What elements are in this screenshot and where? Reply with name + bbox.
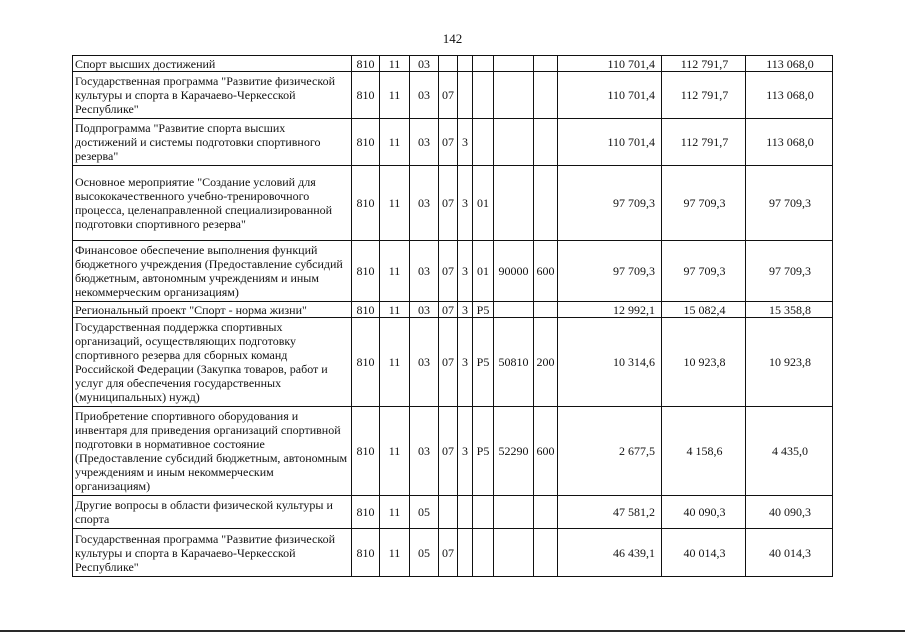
value-year-2: 97 709,3 [662,241,746,302]
direction-code [494,529,534,577]
expense-type-code: 200 [534,318,558,407]
section-code: 11 [380,407,410,496]
value-year-3: 40 014,3 [746,529,833,577]
direction-code [494,56,534,72]
program-code: 07 [439,241,458,302]
ministry-code: 810 [352,241,380,302]
section-code: 11 [380,496,410,529]
row-name: Другие вопросы в области физической культуры и спорта [73,496,352,529]
bottom-divider [0,630,905,632]
direction-code: 52290 [494,407,534,496]
ministry-code: 810 [352,318,380,407]
activity-code: P5 [473,302,494,318]
value-year-1: 97 709,3 [558,241,662,302]
program-code [439,56,458,72]
value-year-3: 40 090,3 [746,496,833,529]
expense-type-code [534,72,558,119]
direction-code [494,496,534,529]
expense-type-code [534,56,558,72]
value-year-3: 113 068,0 [746,119,833,166]
value-year-2: 97 709,3 [662,166,746,241]
value-year-2: 15 082,4 [662,302,746,318]
activity-code [473,72,494,119]
subsection-code: 03 [410,72,439,119]
ministry-code: 810 [352,72,380,119]
program-code: 07 [439,407,458,496]
value-year-2: 112 791,7 [662,72,746,119]
value-year-3: 113 068,0 [746,56,833,72]
activity-code [473,496,494,529]
table-row [73,318,833,407]
value-year-1: 110 701,4 [558,72,662,119]
activity-code: P5 [473,318,494,407]
value-year-2: 4 158,6 [662,407,746,496]
subsection-code: 03 [410,119,439,166]
value-year-1: 10 314,6 [558,318,662,407]
program-code: 07 [439,166,458,241]
value-year-3: 4 435,0 [746,407,833,496]
value-year-2: 40 090,3 [662,496,746,529]
subsection-code: 05 [410,496,439,529]
table-row [73,119,833,166]
activity-code: 01 [473,241,494,302]
subsection-code: 05 [410,529,439,577]
program-code: 07 [439,119,458,166]
direction-code [494,302,534,318]
program-code: 07 [439,529,458,577]
activity-code: P5 [473,407,494,496]
direction-code: 90000 [494,241,534,302]
ministry-code: 810 [352,496,380,529]
ministry-code: 810 [352,119,380,166]
value-year-1: 110 701,4 [558,119,662,166]
row-name: Государственная поддержка спортивных организаций, осуществляющих подготовку спортивного резерва для сборных команд Российской Федерации (Закупка товаров, работ и услуг для обеспечения государственных (муниципальных) нужд) [73,318,352,407]
table-row [73,241,833,302]
value-year-1: 110 701,4 [558,56,662,72]
subprogram-code [458,529,473,577]
table-row [73,529,833,577]
program-code: 07 [439,72,458,119]
program-code: 07 [439,318,458,407]
section-code: 11 [380,318,410,407]
subsection-code: 03 [410,241,439,302]
row-name: Спорт высших достижений [73,56,352,72]
direction-code: 50810 [494,318,534,407]
ministry-code: 810 [352,407,380,496]
subprogram-code: 3 [458,407,473,496]
value-year-3: 97 709,3 [746,241,833,302]
activity-code [473,119,494,166]
subprogram-code: 3 [458,166,473,241]
value-year-3: 10 923,8 [746,318,833,407]
direction-code [494,119,534,166]
section-code: 11 [380,166,410,241]
subprogram-code: 3 [458,241,473,302]
subsection-code: 03 [410,302,439,318]
expense-type-code [534,119,558,166]
value-year-1: 47 581,2 [558,496,662,529]
expense-type-code [534,529,558,577]
row-name: Подпрограмма "Развитие спорта высших достижений и системы подготовки спортивного резерва" [73,119,352,166]
section-code: 11 [380,302,410,318]
subsection-code: 03 [410,407,439,496]
subprogram-code: 3 [458,119,473,166]
value-year-2: 40 014,3 [662,529,746,577]
value-year-2: 10 923,8 [662,318,746,407]
row-name: Основное мероприятие "Создание условий для высококачественного учебно-тренировочного процесса, целенаправленной специализированной подготовки спортивного резерва" [73,166,352,241]
value-year-2: 112 791,7 [662,56,746,72]
subsection-code: 03 [410,318,439,407]
row-name: Приобретение спортивного оборудования и инвентаря для приведения организаций спортивной подготовки в нормативное состояние (Предоставление субсидий бюджетным, автономным учреждениям и иным некоммерческим организациям) [73,407,352,496]
expense-type-code [534,166,558,241]
expense-type-code [534,302,558,318]
ministry-code: 810 [352,529,380,577]
value-year-1: 2 677,5 [558,407,662,496]
activity-code [473,56,494,72]
ministry-code: 810 [352,56,380,72]
section-code: 11 [380,72,410,119]
value-year-3: 97 709,3 [746,166,833,241]
subprogram-code [458,56,473,72]
section-code: 11 [380,56,410,72]
activity-code [473,529,494,577]
expense-type-code: 600 [534,407,558,496]
value-year-3: 113 068,0 [746,72,833,119]
activity-code: 01 [473,166,494,241]
subsection-code: 03 [410,166,439,241]
table-row [73,302,833,318]
value-year-2: 112 791,7 [662,119,746,166]
value-year-1: 97 709,3 [558,166,662,241]
budget-table-body [73,56,833,577]
subprogram-code: 3 [458,318,473,407]
value-year-3: 15 358,8 [746,302,833,318]
expense-type-code: 600 [534,241,558,302]
section-code: 11 [380,119,410,166]
direction-code [494,72,534,119]
subsection-code: 03 [410,56,439,72]
row-name: Государственная программа "Развитие физической культуры и спорта в Карачаево-Черкесской Республике" [73,72,352,119]
section-code: 11 [380,241,410,302]
table-row [73,166,833,241]
subprogram-code [458,496,473,529]
subprogram-code: 3 [458,302,473,318]
value-year-1: 46 439,1 [558,529,662,577]
expense-type-code [534,496,558,529]
value-year-1: 12 992,1 [558,302,662,318]
page-number: 142 [442,31,463,46]
table-row [73,56,833,72]
row-name: Финансовое обеспечение выполнения функций бюджетного учреждения (Предоставление субсидий бюджетным, автономным учреждениям и иным некоммерческим организациям) [73,241,352,302]
direction-code [494,166,534,241]
ministry-code: 810 [352,166,380,241]
section-code: 11 [380,529,410,577]
row-name: Региональный проект "Спорт - норма жизни" [73,302,352,318]
program-code [439,496,458,529]
ministry-code: 810 [352,302,380,318]
row-name: Государственная программа "Развитие физической культуры и спорта в Карачаево-Черкесской Республике" [73,529,352,577]
table-row [73,407,833,496]
budget-table [72,55,833,577]
subprogram-code [458,72,473,119]
table-row [73,72,833,119]
program-code: 07 [439,302,458,318]
table-row [73,496,833,529]
